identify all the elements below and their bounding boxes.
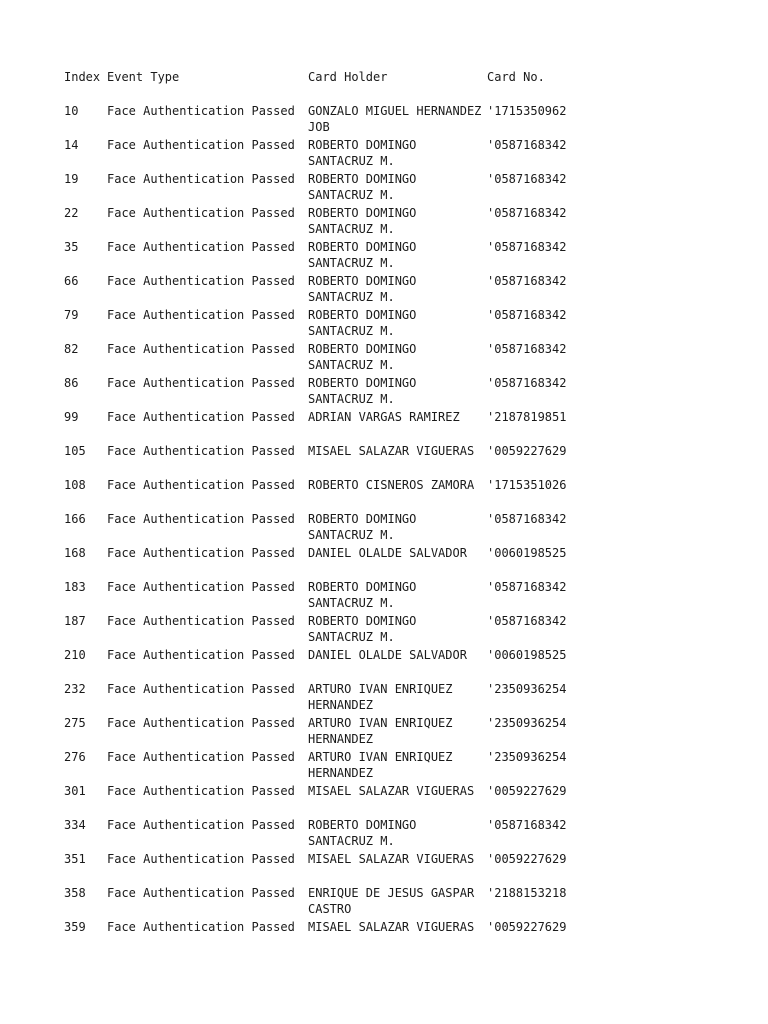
row-event-type: Face Authentication Passed	[107, 172, 295, 186]
row-card-holder: ROBERTO DOMINGO SANTACRUZ M.	[308, 614, 424, 644]
table-row	[64, 376, 587, 410]
row-card-no: '2188153218	[487, 886, 567, 900]
row-card-no: '0587168342	[487, 342, 567, 356]
row-card-no: '0587168342	[487, 274, 567, 288]
row-index: 351	[64, 852, 86, 866]
row-index: 166	[64, 512, 86, 526]
row-event-type: Face Authentication Passed	[107, 716, 295, 730]
row-card-no: '0059227629	[487, 920, 567, 934]
table-row	[64, 818, 587, 852]
row-index: 99	[64, 410, 79, 424]
row-card-no: '0060198525	[487, 546, 567, 560]
event-report	[64, 70, 587, 954]
row-index: 183	[64, 580, 86, 594]
row-card-no: '0587168342	[487, 614, 567, 628]
row-index: 210	[64, 648, 86, 662]
row-event-type: Face Authentication Passed	[107, 274, 295, 288]
row-index: 275	[64, 716, 86, 730]
row-event-type: Face Authentication Passed	[107, 852, 295, 866]
row-event-type: Face Authentication Passed	[107, 206, 295, 220]
row-event-type: Face Authentication Passed	[107, 784, 295, 798]
row-card-no: '0587168342	[487, 580, 567, 594]
row-index: 82	[64, 342, 79, 356]
row-card-no: '0059227629	[487, 852, 567, 866]
table-row	[64, 478, 587, 512]
row-index: 359	[64, 920, 86, 934]
row-event-type: Face Authentication Passed	[107, 240, 295, 254]
row-event-type: Face Authentication Passed	[107, 478, 295, 492]
row-index: 105	[64, 444, 86, 458]
row-card-holder: ROBERTO DOMINGO SANTACRUZ M.	[308, 172, 424, 202]
row-card-holder: ROBERTO DOMINGO SANTACRUZ M.	[308, 342, 424, 372]
row-event-type: Face Authentication Passed	[107, 750, 295, 764]
table-row	[64, 104, 587, 138]
row-card-holder: ADRIAN VARGAS RAMIREZ	[308, 410, 460, 424]
row-card-no: '0587168342	[487, 818, 567, 832]
row-card-no: '1715351026	[487, 478, 567, 492]
table-row	[64, 342, 587, 376]
row-card-no: '2350936254	[487, 750, 567, 764]
table-row	[64, 308, 587, 342]
row-card-holder: DANIEL OLALDE SALVADOR	[308, 648, 467, 662]
row-event-type: Face Authentication Passed	[107, 512, 295, 526]
table-row	[64, 852, 587, 886]
table-row	[64, 750, 587, 784]
row-card-no: '1715350962	[487, 104, 567, 118]
row-index: 334	[64, 818, 86, 832]
row-card-holder: ROBERTO CISNEROS ZAMORA	[308, 478, 475, 492]
row-event-type: Face Authentication Passed	[107, 410, 295, 424]
row-index: 232	[64, 682, 86, 696]
row-index: 22	[64, 206, 79, 220]
row-event-type: Face Authentication Passed	[107, 818, 295, 832]
row-card-no: '0587168342	[487, 138, 567, 152]
table-body	[64, 104, 587, 954]
row-index: 108	[64, 478, 86, 492]
table-row	[64, 784, 587, 818]
table-header	[64, 70, 587, 86]
row-event-type: Face Authentication Passed	[107, 648, 295, 662]
row-card-no: '2350936254	[487, 682, 567, 696]
row-index: 35	[64, 240, 79, 254]
table-row	[64, 614, 587, 648]
row-card-holder: ROBERTO DOMINGO SANTACRUZ M.	[308, 580, 424, 610]
row-card-no: '0059227629	[487, 444, 567, 458]
row-card-holder: MISAEL SALAZAR VIGUERAS	[308, 852, 475, 866]
table-row	[64, 274, 587, 308]
row-card-holder: DANIEL OLALDE SALVADOR	[308, 546, 467, 560]
row-card-holder: ROBERTO DOMINGO SANTACRUZ M.	[308, 274, 424, 304]
row-event-type: Face Authentication Passed	[107, 614, 295, 628]
row-card-no: '0059227629	[487, 784, 567, 798]
row-card-holder: ROBERTO DOMINGO SANTACRUZ M.	[308, 138, 424, 168]
table-row	[64, 138, 587, 172]
row-index: 86	[64, 376, 79, 390]
row-index: 14	[64, 138, 79, 152]
row-card-holder: ROBERTO DOMINGO SANTACRUZ M.	[308, 240, 424, 270]
row-event-type: Face Authentication Passed	[107, 682, 295, 696]
row-card-holder: MISAEL SALAZAR VIGUERAS	[308, 920, 475, 934]
row-event-type: Face Authentication Passed	[107, 104, 295, 118]
row-card-holder: ARTURO IVAN ENRIQUEZ HERNANDEZ	[308, 716, 460, 746]
row-event-type: Face Authentication Passed	[107, 546, 295, 560]
row-card-no: '0587168342	[487, 512, 567, 526]
row-card-holder: ROBERTO DOMINGO SANTACRUZ M.	[308, 512, 424, 542]
table-row	[64, 172, 587, 206]
table-row	[64, 648, 587, 682]
row-card-holder: ROBERTO DOMINGO SANTACRUZ M.	[308, 206, 424, 236]
row-index: 10	[64, 104, 79, 118]
row-card-no: '0587168342	[487, 206, 567, 220]
table-row	[64, 240, 587, 274]
row-card-holder: ENRIQUE DE JESUS GASPAR CASTRO	[308, 886, 482, 916]
row-index: 168	[64, 546, 86, 560]
row-card-no: '0060198525	[487, 648, 567, 662]
header-index: Index	[64, 70, 101, 84]
row-event-type: Face Authentication Passed	[107, 376, 295, 390]
row-card-holder: ARTURO IVAN ENRIQUEZ HERNANDEZ	[308, 682, 460, 712]
row-card-no: '2350936254	[487, 716, 567, 730]
table-row	[64, 716, 587, 750]
row-index: 276	[64, 750, 86, 764]
row-card-holder: ROBERTO DOMINGO SANTACRUZ M.	[308, 308, 424, 338]
row-event-type: Face Authentication Passed	[107, 444, 295, 458]
row-card-holder: GONZALO MIGUEL HERNANDEZ JOB	[308, 104, 489, 134]
row-event-type: Face Authentication Passed	[107, 580, 295, 594]
row-event-type: Face Authentication Passed	[107, 308, 295, 322]
table-row	[64, 410, 587, 444]
table-row	[64, 682, 587, 716]
row-index: 358	[64, 886, 86, 900]
table-row	[64, 206, 587, 240]
row-card-no: '0587168342	[487, 308, 567, 322]
row-index: 19	[64, 172, 79, 186]
row-event-type: Face Authentication Passed	[107, 342, 295, 356]
row-card-holder: ROBERTO DOMINGO SANTACRUZ M.	[308, 818, 424, 848]
row-card-holder: ARTURO IVAN ENRIQUEZ HERNANDEZ	[308, 750, 460, 780]
row-card-no: '2187819851	[487, 410, 567, 424]
table-row	[64, 444, 587, 478]
row-event-type: Face Authentication Passed	[107, 138, 295, 152]
header-card-holder: Card Holder	[308, 70, 388, 84]
row-index: 187	[64, 614, 86, 628]
row-card-holder: MISAEL SALAZAR VIGUERAS	[308, 444, 475, 458]
row-card-holder: MISAEL SALAZAR VIGUERAS	[308, 784, 475, 798]
row-event-type: Face Authentication Passed	[107, 920, 295, 934]
table-row	[64, 920, 587, 954]
table-row	[64, 886, 587, 920]
row-index: 79	[64, 308, 79, 322]
table-row	[64, 546, 587, 580]
row-card-holder: ROBERTO DOMINGO SANTACRUZ M.	[308, 376, 424, 406]
table-row	[64, 512, 587, 546]
row-index: 66	[64, 274, 79, 288]
header-card-no: Card No.	[487, 70, 545, 84]
row-event-type: Face Authentication Passed	[107, 886, 295, 900]
table-row	[64, 580, 587, 614]
row-index: 301	[64, 784, 86, 798]
row-card-no: '0587168342	[487, 172, 567, 186]
row-card-no: '0587168342	[487, 240, 567, 254]
header-event-type: Event Type	[107, 70, 180, 84]
row-card-no: '0587168342	[487, 376, 567, 390]
